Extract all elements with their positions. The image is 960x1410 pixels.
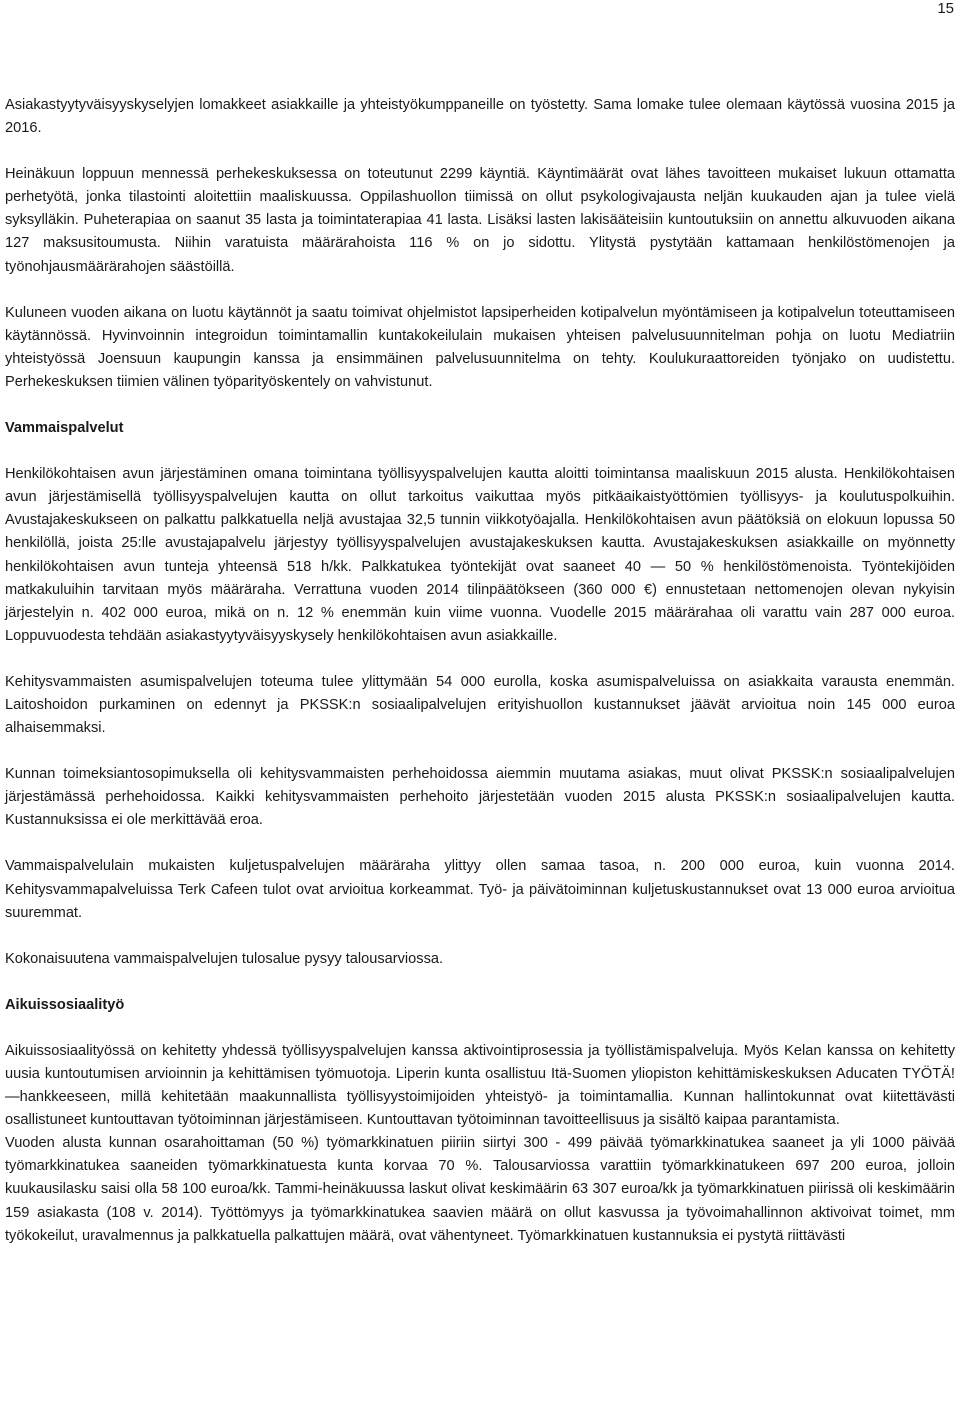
page-content	[5, 94, 955, 1248]
paragraph-labour-market-subsidy: Vuoden alusta kunnan osarahoittaman (50 %) työmarkkinatuen piiriin siirtyi 300 - 499 päivää työmarkkinatukea saaneet ja yli 1000 päivää työmarkkinatukea saaneiden työmarkkinatuesta kunta korvaa 70 %. Talousarviossa varattiin työmarkkinatukeen 697 200 euroa, jolloin kuukausilasku saisi olla 58 100 euroa/kk. Tammi-heinäkuussa laskut olivat keskimäärin 63 307 euroa/kk ja työmarkkinatuen piirissä oli keskimäärin 159 asiakasta (108 v. 2014). Työttömyys ja työmarkkinatukea saavien määrä on ollut kasvussa ja työvoimahallinnon aktivoivat toimet, mm työkokeilut, uravalmennus ja palkkatuella palkattujen määrä, ovat vähentyneet. Työmarkkinatuen kustannuksia ei pystytä riittävästi	[5, 1135, 955, 1244]
paragraph-vammais-summary: Kokonaisuutena vammaispalvelujen tulosalue pysyy talousarviossa.	[5, 950, 444, 967]
section-heading-vammaispalvelut: Vammaispalvelut	[5, 420, 124, 437]
paragraph-personal-assistance: Henkilökohtaisen avun järjestäminen omana toimintana työllisyyspalvelujen kautta aloitti toimintansa maaliskuun 2015 alusta. Henkilökohtaisen avun järjestämisellä työllisyyspalvelujen kautta on ollut tarkoitus vaikuttaa myös pitkäaikaistyöttömien työllisyys- ja koulutuspolkuihin. Avustajakeskukseen on palkattu palkkatuella neljä avustajaa 32,5 tunnin viikkotyöajalla. Henkilökohtaisen avun päätöksiä on elokuun lopussa 50 henkilöllä, joista 25:lle avustajapalvelu järjestyy työllisyyspalvelujen avustajakeskuksen kautta. Avustajakeskuksen asiakkaille on myönnetty henkilökohtaisen avun tunteja yhteensä 518 h/kk. Palkkatukea työntekijät ovat saaneet 40 — 50 % henkilöstömenoista. Työntekijöiden matkakuluihin tarvitaan myös määräraha. Verrattuna vuoden 2014 tilinpäätökseen (360 000 €) ennustetaan nettomenojen olevan nykyisin järjestelyin n. 402 000 euroa, mikä on n. 12 % enemmän kuin viime vuonna. Vuodelle 2015 määrärahaa oli varattu vain 287 000 euroa. Loppuvuodesta tehdään asiakastyytyväisyyskysely henkilökohtaisen avun asiakkaille.	[5, 466, 955, 644]
paragraph-activation-process: Aikuissosiaalityössä on kehitetty yhdessä työllisyyspalvelujen kanssa aktivointiprosessia ja työllistämispalveluja. Myös Kelan kanssa on kehitetty uusia kuntoutumisen arvioinnin ja kehittämisen työmuotoja. Liperin kunta osallistuu Itä-Suomen yliopiston kehittämiskeskuksen Aducaten TYÖTÄ! —hankkeeseen, millä kehitetään maakunnallista työllisyystoimijoiden yhteistyö- ja toimintamallia. Kunnan hallintokunnat ovat kiitettävästi osallistuneet kuntouttavan työtoiminnan järjestämiseen. Kuntouttavan työtoiminnan tavoitteellisuus ja sisältö kaipaa parantamista.	[5, 1042, 955, 1129]
page-number: 15	[937, 0, 954, 17]
paragraph-survey-forms: Asiakastyytyväisyyskyselyjen lomakkeet asiakkaille ja yhteistyökumppaneille on työstetty. Sama lomake tulee olemaan käytössä vuosina 2015 ja 2016.	[5, 97, 955, 137]
section-heading-aikuissosiaalityo: Aikuissosiaalityö	[5, 996, 125, 1013]
paragraph-family-care: Kunnan toimeksiantosopimuksella oli kehitysvammaisten perhehoidossa aiemmin muutama asiakas, muut olivat PKSSK:n sosiaalipalvelujen järjestämässä perhehoidossa. Kaikki kehitysvammaisten perhehoito järjestetään vuoden 2015 alusta PKSSK:n sosiaalipalvelujen kautta. Kustannuksissa ei ole merkittävää eroa.	[5, 766, 955, 829]
paragraph-transport-services: Vammaispalvelulain mukaisten kuljetuspalvelujen määräraha ylittyy ollen samaa tasoa, n. 200 000 euroa, kuin vuonna 2014. Kehitysvammapalveluissa Terk Cafeen tulot ovat arvioitua korkeammat. Työ- ja päivätoiminnan kuljetuskustannukset ovat 13 000 euroa arvioitua suuremmat.	[5, 858, 955, 921]
paragraph-family-center-visits: Heinäkuun loppuun mennessä perhekeskuksessa on toteutunut 2299 käyntiä. Käyntimäärät ovat lähes tavoitteen mukaiset lukuun ottamatta perhetyötä, jonka tilastointi aloitettiin maaliskuussa. Oppilashuollon tiimissä on ollut psykologivajausta neljän kuukauden ajan ja tulee vielä syksylläkin. Puheterapiaa on saanut 35 lasta ja toimintaterapiaa 41 lasta. Lisäksi lasten lakisääteisiin kuntoutuksiin on annettu alkuvuoden aikana 127 maksusitoumusta. Niihin varatuista määrärahoista 116 % on jo sidottu. Ylitystä pystytään kattamaan henkilöstömenojen ja työnohjausmäärärahojen säästöillä.	[5, 166, 955, 275]
paragraph-home-services: Kuluneen vuoden aikana on luotu käytännöt ja saatu toimivat ohjelmistot lapsiperheiden kotipalvelun myöntämiseen ja kotipalvelun toteuttamiseen käytännössä. Hyvinvoinnin integroidun toimintamallin kuntakokeilulain mukaisen yhteisen palvelusuunnitelman pohja on luotu Mediatriin yhteistyössä Joensuun kaupungin kanssa ja ensimmäinen palvelusuunnitelma on tehty. Koulukuraattoreiden työnjako on uudistettu. Perhekeskuksen tiimien välinen työparityöskentely on vahvistunut.	[5, 304, 955, 390]
paragraph-housing-services: Kehitysvammaisten asumispalvelujen toteuma tulee ylittymään 54 000 eurolla, koska asumispalveluissa on asiakkaita varausta enemmän. Laitoshoidon purkaminen on edennyt ja PKSSK:n sosiaalipalvelujen erityishuollon kustannukset jäävät arvioitua noin 145 000 euroa alhaisemmaksi.	[5, 673, 955, 737]
